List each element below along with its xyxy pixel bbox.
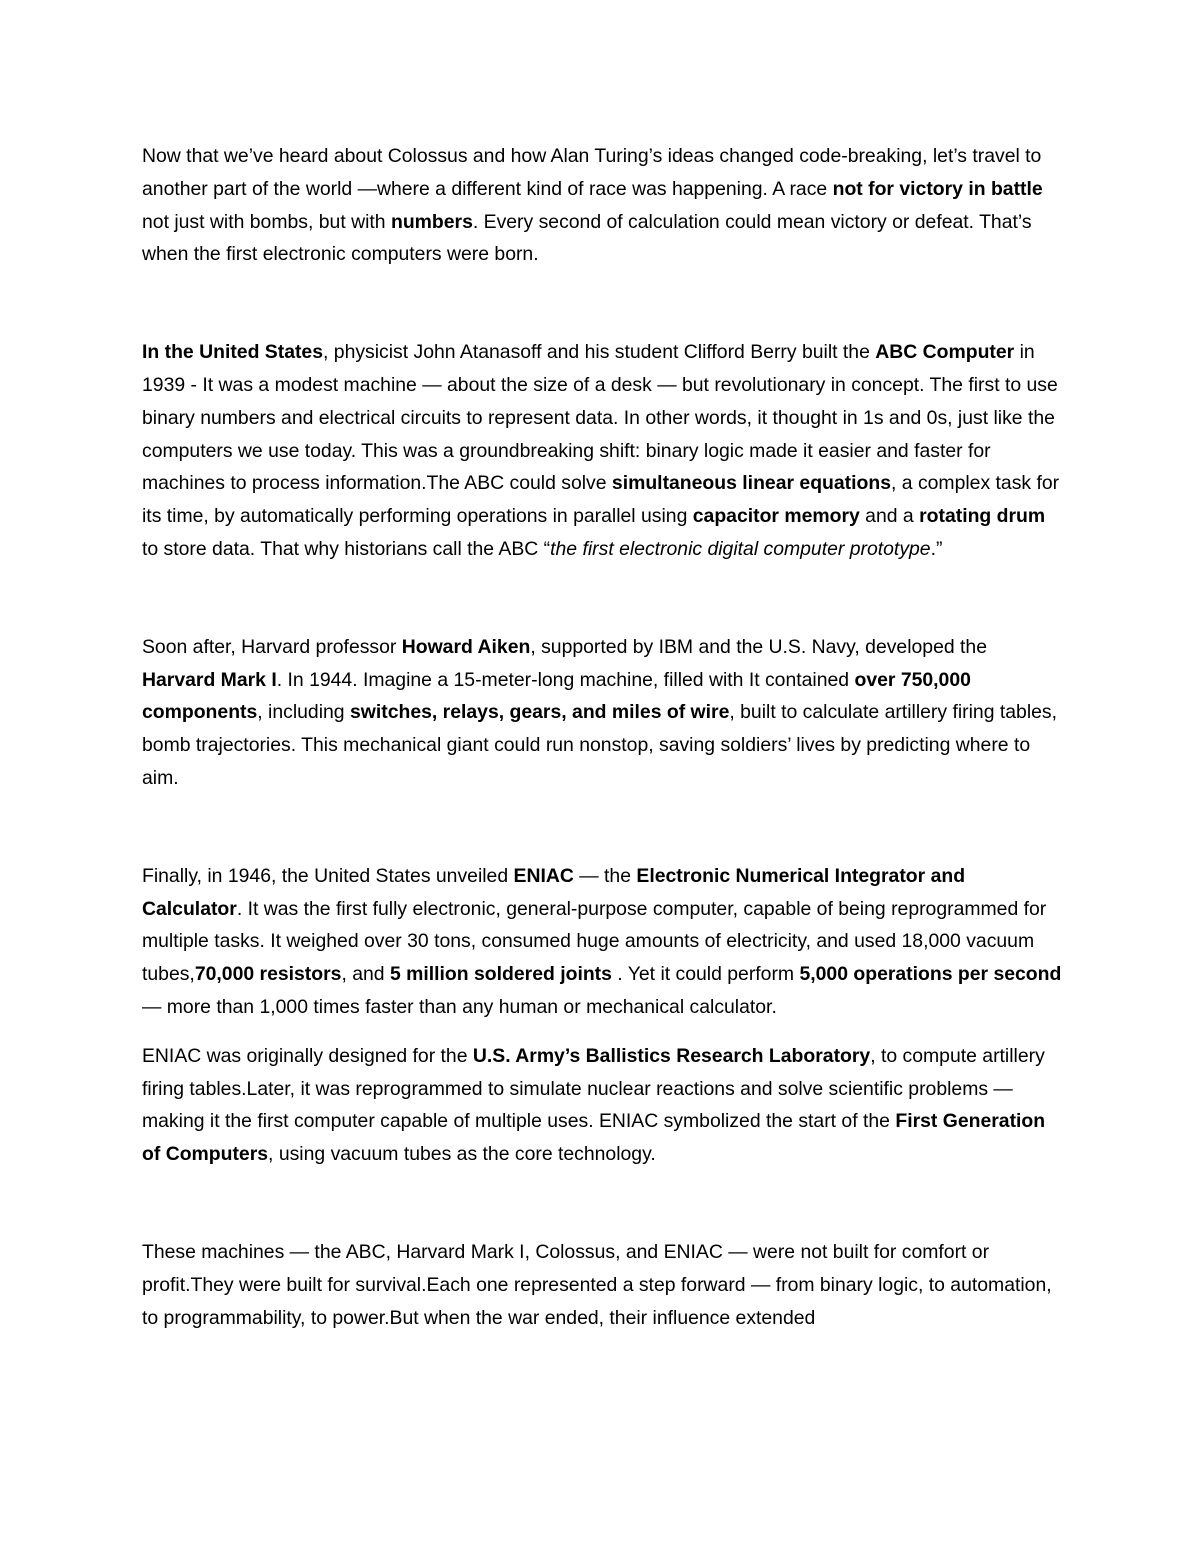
- text-run: .”: [930, 537, 943, 560]
- text-run: , supported by IBM and the U.S. Navy, developed the: [530, 635, 987, 658]
- bold-text-run: ENIAC: [513, 864, 574, 887]
- text-run: , to compute artillery firing tables.Later, it was reprogrammed to simulate nuclear reactions and solve scientific problems — making it the first computer capable of multiple uses. ENIAC symbolized the start of the: [142, 1044, 1045, 1133]
- paragraph-eniac: [142, 860, 1062, 1024]
- bold-text-run: 5 million soldered joints: [389, 963, 612, 986]
- text-run: — more than 1,000 times faster than any human or mechanical calculator.: [142, 995, 777, 1018]
- text-run: in 1939 - It was a modest machine — about the size of a desk — but revolutionary in concept. The first to use binary numbers and electrical circuits to represent data. In other words, it thought in 1s and 0s, just like the computers we use today. This was a groundbreaking shift: binary logic made it easier and faster for machines to process information.The ABC could solve: [142, 341, 1058, 495]
- text-run: , a complex task for its time, by automatically performing operations in parallel using: [142, 472, 1060, 528]
- bold-text-run: 70,000 resistors: [194, 963, 342, 986]
- paragraph-eniac-purpose: [142, 1040, 1062, 1171]
- text-run: not just with bombs, but with: [142, 210, 391, 233]
- bold-text-run: Harvard Mark I: [142, 668, 277, 691]
- text-run: — the: [573, 864, 637, 887]
- bold-text-run: over 750,000 components: [142, 668, 971, 724]
- bold-text-run: not for victory in battle: [832, 177, 1043, 200]
- text-run: , using vacuum tubes as the core technology.: [268, 1143, 656, 1166]
- bold-text-run: In the United States: [142, 341, 324, 364]
- text-run: Finally, in 1946, the United States unveiled: [142, 864, 514, 887]
- paragraph-machines-summary: [142, 1236, 1062, 1334]
- bold-text-run: Electronic Numerical Integrator and Calculator: [142, 864, 966, 920]
- bold-text-run: capacitor memory: [692, 505, 860, 528]
- bold-text-run: Howard Aiken: [401, 635, 531, 658]
- bold-text-run: 5,000 operations per second: [799, 963, 1062, 986]
- text-run: Soon after, Harvard professor: [142, 635, 402, 658]
- bold-text-run: switches, relays, gears, and miles of wire: [349, 701, 730, 724]
- text-run: . Every second of calculation could mean victory or defeat. That’s when the first electronic computers were born.: [142, 210, 1032, 266]
- bold-text-run: U.S. Army’s Ballistics Research Laboratory: [472, 1044, 871, 1067]
- paragraph-harvard-mark-i: [142, 631, 1062, 795]
- bold-text-run: rotating drum: [919, 505, 1046, 528]
- text-run: , physicist John Atanasoff and his student Clifford Berry built the: [323, 341, 876, 364]
- bold-text-run: simultaneous linear equations: [611, 472, 891, 495]
- text-run: to store data. That why historians call the ABC “: [142, 537, 551, 560]
- bold-text-run: ABC Computer: [875, 341, 1015, 364]
- text-run: , and: [341, 963, 390, 986]
- bold-text-run: First Generation of Computers: [142, 1110, 1046, 1166]
- text-run: . It was the first fully electronic, general-purpose computer, capable of being reprogrammed for multiple tasks. It weighed over 30 tons, consumed huge amounts of electricity, and used 18,000 vacuum tubes,: [142, 897, 1047, 986]
- text-run: and a: [859, 505, 920, 528]
- text-run: . Yet it could perform: [611, 963, 800, 986]
- text-run: . In 1944. Imagine a 15-meter-long machine, filled with It contained: [276, 668, 855, 691]
- paragraph-abc-computer: [142, 336, 1062, 566]
- text-run: These machines — the ABC, Harvard Mark I, Colossus, and ENIAC — were not built for comfort or profit.They were built for survival.Each one represented a step forward — from binary logic, to automation, to programmability, to power.But when the war ended, their influence extended: [142, 1240, 1052, 1329]
- text-run: Now that we’ve heard about Colossus and how Alan Turing’s ideas changed code-breaking, let’s travel to another part of the world —where a different kind of race was happening. A race: [142, 145, 1042, 200]
- paragraph-colossus-intro: [142, 140, 1062, 271]
- text-run: , built to calculate artillery firing tables, bomb trajectories. This mechanical giant could run nonstop, saving soldiers’ lives by predicting where to aim.: [142, 701, 1057, 789]
- bold-text-run: numbers: [390, 210, 473, 233]
- text-run: , including: [257, 701, 350, 724]
- italic-text-run: the first electronic digital computer prototype: [550, 537, 931, 560]
- document-body: [142, 140, 1062, 1334]
- text-run: ENIAC was originally designed for the: [142, 1044, 473, 1067]
